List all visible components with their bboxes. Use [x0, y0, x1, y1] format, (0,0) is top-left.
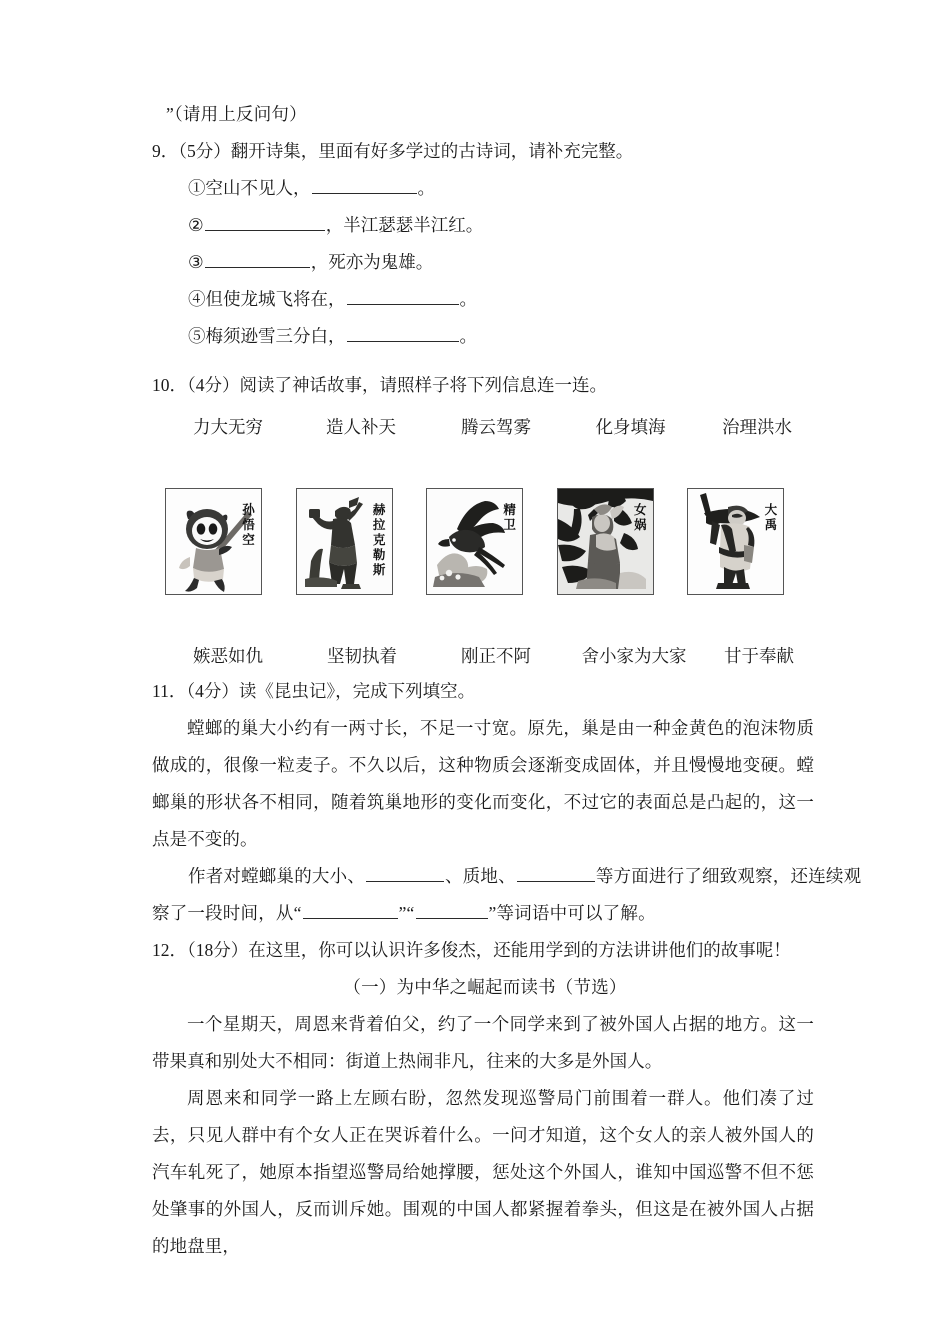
- question-11-number: 11．: [152, 681, 187, 701]
- question-9-item-4: [152, 281, 818, 318]
- dayu-image[interactable]: [687, 488, 784, 595]
- match-label-top-4[interactable]: 化身填海: [595, 417, 666, 437]
- match-label-top-1[interactable]: 力大无穷: [193, 417, 263, 437]
- item-marker: ⑤: [188, 326, 206, 346]
- matching-bottom-labels: [152, 639, 818, 673]
- question-12-stem-text: 在这里，你可以认识许多俊杰，还能用学到的方法讲讲他们的故事呢！: [248, 940, 791, 960]
- item-text-after: 。: [417, 178, 435, 198]
- match-label-bottom-2[interactable]: 坚韧执着: [327, 646, 397, 666]
- question-9-item-1: [152, 170, 818, 207]
- question-11-fill-line-2: [152, 895, 818, 932]
- fill-text-c: ”等词语中可以了解。: [488, 903, 656, 923]
- question-9-score: （5分）: [178, 141, 231, 161]
- item-marker: ①: [188, 178, 206, 198]
- question-9-item-3: [152, 244, 818, 281]
- picture-slot-3[interactable]: [426, 488, 557, 595]
- picture-slot-4[interactable]: [557, 488, 688, 595]
- question-9-item-2: [152, 207, 818, 244]
- question-12-stem: [152, 932, 818, 969]
- page-content: [152, 96, 862, 1265]
- picture-label-1: 孙悟空: [242, 503, 255, 547]
- match-label-bottom-4[interactable]: 舍小家为大家: [581, 646, 687, 666]
- passage-paragraph-2: 周恩来和同学一路上左顾右盼，忽然发现巡警局门前围着一群人。他们凑了过去，只见人群中有个女人正在哭诉着什么。一问才知道，这个女人的亲人被外国人的汽车轧死了，她原本指望巡警局给她撑腰，惩处这个外国人，谁知中国巡警不但不惩处肇事的外国人，反而训斥她。围观的中国人都紧握着拳头，但这是在被外国人占据的地盘里，: [152, 1088, 814, 1256]
- picture-label-3: 精卫: [503, 503, 516, 532]
- picture-slot-2[interactable]: [296, 488, 427, 595]
- match-label-top-5[interactable]: 治理洪水: [722, 417, 792, 437]
- fill-text-b: ”“: [398, 903, 415, 923]
- answer-blank[interactable]: [347, 286, 459, 305]
- item-text-before: 但使龙城飞将在，: [205, 289, 346, 309]
- question-9-number: 9．: [152, 141, 179, 161]
- match-label-bottom-1[interactable]: 嫉恶如仇: [193, 646, 263, 666]
- answer-blank[interactable]: [517, 863, 595, 882]
- answer-blank[interactable]: [303, 900, 398, 919]
- fill-text-a: 察了一段时间，从“: [152, 903, 302, 923]
- passage-title: （一）为中华之崛起而读书（节选）: [343, 977, 627, 997]
- top-fragment: [152, 96, 818, 133]
- item-marker: ②: [188, 215, 204, 235]
- item-text-after: ，半江瑟瑟半江红。: [325, 215, 484, 235]
- answer-blank[interactable]: [312, 175, 417, 194]
- item-text-after: 。: [459, 289, 477, 309]
- hercules-image[interactable]: [296, 488, 393, 595]
- picture-slot-5[interactable]: [687, 488, 818, 595]
- item-text-after: 。: [459, 326, 477, 346]
- item-text-before: 梅须逊雪三分白，: [205, 326, 346, 346]
- question-11-stem: [152, 673, 818, 710]
- question-9-item-5: [152, 318, 818, 355]
- answer-blank[interactable]: [366, 863, 444, 882]
- fill-text-b: 、质地、: [445, 866, 516, 886]
- question-12-score: （18分）: [187, 940, 249, 960]
- picture-label-4: 女娲: [634, 503, 647, 532]
- jingwei-bird-image[interactable]: [426, 488, 523, 595]
- top-fragment-text: ”（请用上反问句）: [166, 104, 307, 124]
- monkey-king-image[interactable]: [165, 488, 262, 595]
- question-9-stem-text: 翻开诗集，里面有好多学过的古诗词，请补充完整。: [230, 141, 634, 161]
- passage-paragraph-1: 一个星期天，周恩来背着伯父，约了一个同学来到了被外国人占据的地方。这一带果真和别处大不相同：街道上热闹非凡，往来的大多是外国人。: [152, 1014, 814, 1071]
- item-text-after: ，死亦为鬼雄。: [310, 252, 434, 272]
- picture-slot-1[interactable]: [165, 488, 296, 595]
- matching-picture-row: [152, 488, 818, 595]
- answer-blank[interactable]: [205, 249, 310, 268]
- question-10-stem: [152, 367, 818, 404]
- answer-blank[interactable]: [347, 323, 459, 342]
- question-11-fill-line-1: [152, 858, 862, 895]
- fill-text-c: 等方面进行了细致观察，还连续观: [595, 866, 862, 886]
- fill-text-a: 作者对螳螂巢的大小、: [188, 866, 365, 886]
- match-label-bottom-5[interactable]: 甘于奉献: [724, 646, 794, 666]
- question-12-number: 12．: [152, 940, 187, 960]
- match-label-top-3[interactable]: 腾云驾雾: [461, 417, 531, 437]
- question-11-stem-text: 读《昆虫记》，完成下列填空。: [238, 681, 476, 701]
- question-11-score: （4分）: [186, 681, 239, 701]
- question-11-passage: 螳螂的巢大小约有一两寸长，不足一寸宽。原先，巢是由一种金黄色的泡沫物质做成的，很像一粒麦子。不久以后，这种物质会逐渐变成固体，并且慢慢地变硬。螳螂巢的形状各不相同，随着筑巢地形的变化而变化，不过它的表面总是凸起的，这一点是不变的。: [152, 718, 814, 849]
- answer-blank[interactable]: [205, 212, 325, 231]
- answer-blank[interactable]: [416, 900, 488, 919]
- match-label-bottom-3[interactable]: 刚正不阿: [461, 646, 531, 666]
- question-10-number: 10．: [152, 375, 187, 395]
- item-marker: ③: [188, 252, 204, 272]
- matching-exercise: [152, 410, 818, 673]
- item-text-before: 空山不见人，: [205, 178, 311, 198]
- question-10-score: （4分）: [187, 375, 240, 395]
- nuwa-image[interactable]: [557, 488, 654, 595]
- matching-top-labels: [152, 410, 818, 444]
- question-10-stem-text: 阅读了神话故事，请照样子将下列信息连一连。: [239, 375, 607, 395]
- question-9-stem: [152, 133, 818, 170]
- item-marker: ④: [188, 289, 206, 309]
- match-label-top-2[interactable]: 造人补天: [326, 417, 396, 437]
- picture-label-2: 赫拉克勒斯: [372, 503, 386, 577]
- picture-label-5: 大禹: [764, 503, 778, 532]
